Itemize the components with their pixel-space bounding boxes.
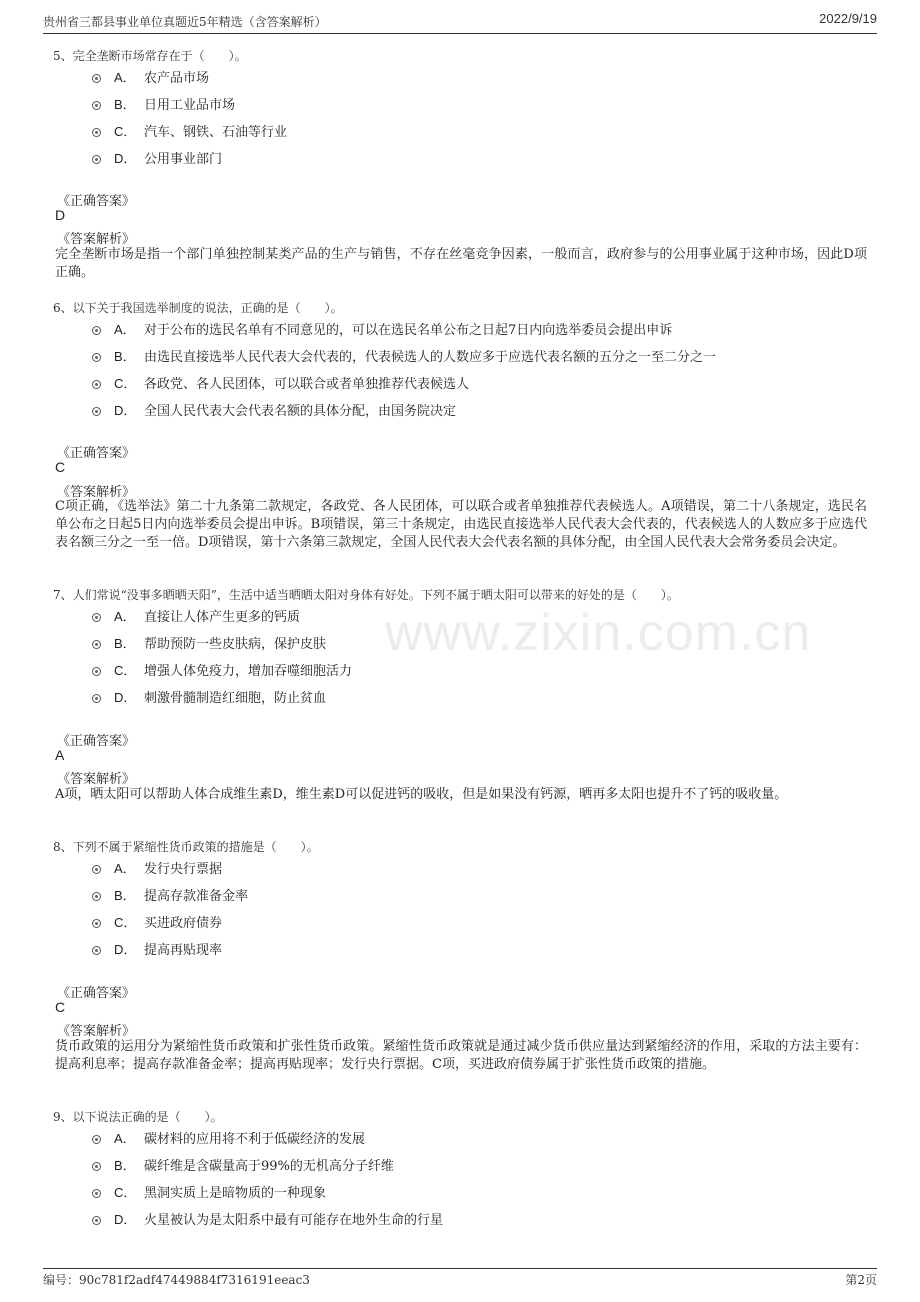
explanation-label: 《答案解析》 [57, 772, 136, 787]
radio-icon[interactable] [92, 613, 101, 622]
radio-icon[interactable] [92, 1189, 101, 1198]
answer-label: 《正确答案》 [57, 446, 136, 461]
question-7: 7、人们常说“没事多晒晒天阳”，生活中适当晒晒太阳对身体有好处。下列不属于晒太阳可以带来的好处的是（ ）。 [53, 588, 679, 602]
explanation-label: 《答案解析》 [57, 485, 136, 500]
header-rule [43, 33, 877, 34]
radio-icon[interactable] [92, 353, 101, 362]
explanation-text: C项正确，《选举法》第二十九条第二款规定，各政党、各人民团体，可以联合或者单独推荐代表候选人。A项错误，第二十八条规定，选民名单公布之日起5日内向选举委员会提出申诉。B项错误，第三十条规定，由选民直接选举人民代表大会代表的，代表候选人的人数应多于应选代表名额三分之一至一倍。D项错误，第十六条第三款规定，全国人民代表大会代表名额的具体分配，由全国人民代表大会常务委员会决定。 [55, 499, 867, 550]
answer-value: C [55, 459, 66, 475]
radio-icon[interactable] [92, 667, 101, 676]
page-number: 第2页 [845, 1273, 877, 1287]
explanation-text: A项，晒太阳可以帮助人体合成维生素D，维生素D可以促进钙的吸收，但是如果没有钙源，晒再多太阳也提升不了钙的吸收量。 [55, 787, 788, 802]
header-date: 2022/9/19 [819, 11, 877, 26]
radio-icon[interactable] [92, 407, 101, 416]
explanation-text: 完全垄断市场是指一个部门单独控制某类产品的生产与销售，不存在丝毫竞争因素，一般而言，政府参与的公用事业属于这种市场，因此D项正确。 [55, 247, 867, 280]
page-header [43, 11, 877, 31]
footer-rule [43, 1268, 877, 1269]
answer-label: 《正确答案》 [57, 986, 136, 1001]
answer-value: D [55, 207, 66, 223]
radio-icon[interactable] [92, 694, 101, 703]
radio-icon[interactable] [92, 946, 101, 955]
answer-label: 《正确答案》 [57, 194, 136, 209]
radio-icon[interactable] [92, 1162, 101, 1171]
radio-icon[interactable] [92, 128, 101, 137]
explanation-label: 《答案解析》 [57, 232, 136, 247]
radio-icon[interactable] [92, 155, 101, 164]
explanation-label: 《答案解析》 [57, 1024, 136, 1039]
document-code: 编号：90c781f2adf47449884f7316191eeac3 [43, 1273, 310, 1287]
watermark: www.zixin.com.cn [385, 604, 812, 662]
radio-icon[interactable] [92, 326, 101, 335]
document-title: 贵州省三都县事业单位真题近5年精选（含答案解析） [43, 15, 327, 29]
radio-icon[interactable] [92, 74, 101, 83]
question-9: 9、以下说法正确的是（ ）。 [53, 1110, 223, 1124]
radio-icon[interactable] [92, 892, 101, 901]
answer-value: A [55, 747, 65, 763]
question-6: 6、以下关于我国选举制度的说法，正确的是（ ）。 [53, 301, 343, 315]
answer-value: C [55, 999, 66, 1015]
radio-icon[interactable] [92, 919, 101, 928]
question-8: 8、下列不属于紧缩性货币政策的措施是（ ）。 [53, 840, 319, 854]
answer-label: 《正确答案》 [57, 734, 136, 749]
radio-icon[interactable] [92, 640, 101, 649]
radio-icon[interactable] [92, 1216, 101, 1225]
page-footer [43, 1271, 877, 1289]
radio-icon[interactable] [92, 865, 101, 874]
explanation-text: 货币政策的运用分为紧缩性货币政策和扩张性货币政策。紧缩性货币政策就是通过减少货币供应量达到紧缩经济的作用，采取的方法主要有：提高利息率；提高存款准备金率；提高再贴现率；发行央行票据。C项，买进政府债券属于扩张性货币政策的措施。 [55, 1039, 867, 1072]
radio-icon[interactable] [92, 1135, 101, 1144]
radio-icon[interactable] [92, 380, 101, 389]
radio-icon[interactable] [92, 101, 101, 110]
question-5: 5、完全垄断市场常存在于（ ）。 [53, 49, 247, 63]
